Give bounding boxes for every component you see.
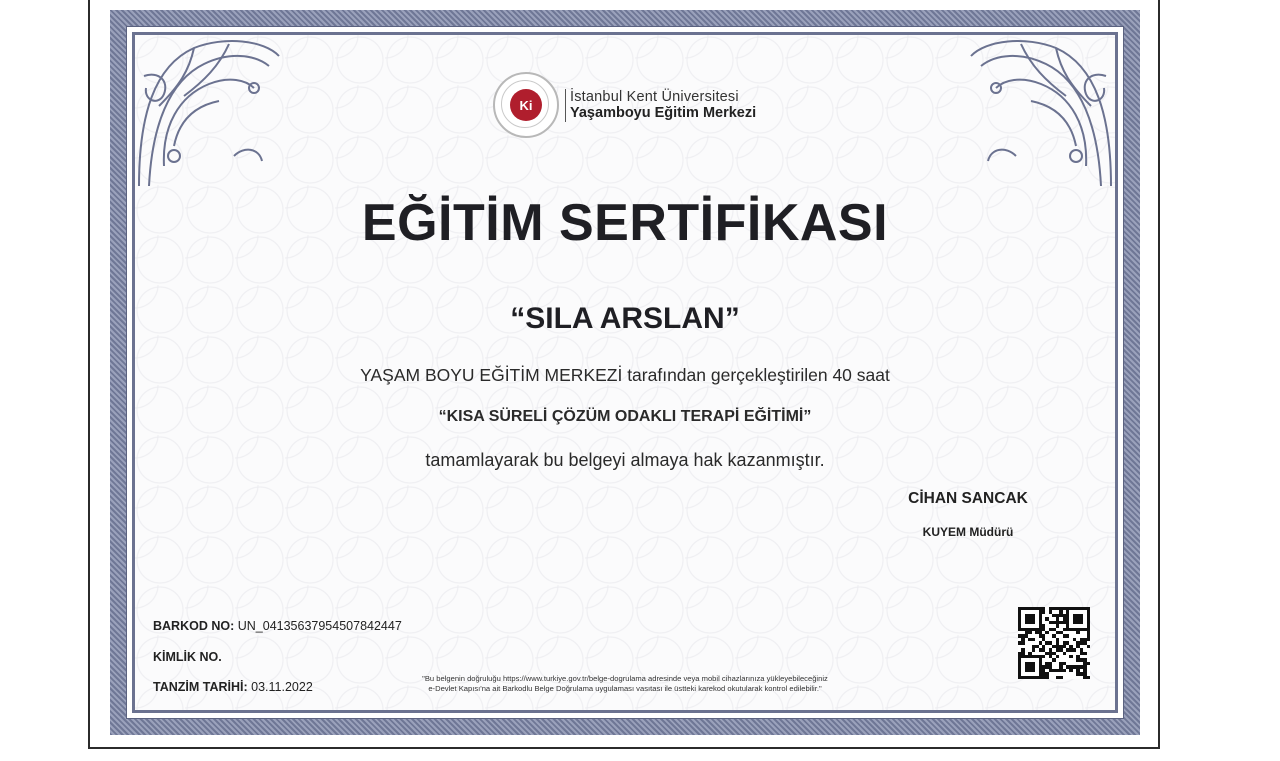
- certificate: [110, 10, 1140, 735]
- floral-corner-right-icon: [966, 36, 1116, 196]
- barcode-info: [153, 619, 402, 633]
- certificate-statement: YAŞAM BOYU EĞİTİM MERKEZİ tarafından gerçekleştirilen 40 saat: [360, 365, 890, 385]
- issue-date-label: TANZİM TARİHİ:: [153, 680, 248, 694]
- signer-name: CİHAN SANCAK: [908, 490, 1028, 507]
- floral-corner-left-icon: [134, 36, 284, 196]
- university-seal-icon: [493, 72, 559, 138]
- certificate-title: EĞİTİM SERTİFİKASI: [361, 194, 889, 252]
- course-name: “KISA SÜRELİ ÇÖZÜM ODAKLI TERAPİ EĞİTİMİ”: [438, 408, 812, 425]
- center-name: Yaşamboyu Eğitim Merkezi: [570, 104, 757, 121]
- id-label: KİMLİK NO.: [153, 650, 222, 664]
- qr-module: [1087, 676, 1090, 679]
- barcode-label: BARKOD NO:: [153, 619, 235, 633]
- verification-note: [360, 674, 890, 694]
- seal-mark: Ki: [510, 89, 542, 121]
- issue-date-value: 03.11.2022: [251, 680, 313, 694]
- institution-logo: [493, 72, 756, 138]
- verification-line-1: "Bu belgenin doğruluğu https://www.turkiye.gov.tr/belge-dogrulama adresinde veya mobil cihazlarınıza yükleyebileceğiniz: [422, 674, 828, 683]
- verification-line-2: e-Devlet Kapısı'na ait Barkodlu Belge Doğrulama uygulaması vasıtası ile üstteki karekod okutularak kontrol edilebilir.": [428, 684, 822, 693]
- signer-title: KUYEM Müdürü: [922, 525, 1014, 539]
- recipient-name: “SILA ARSLAN”: [510, 302, 740, 335]
- barcode-value: UN_04135637954507842447: [237, 619, 402, 633]
- certificate-completion-text: tamamlayarak bu belgeyi almaya hak kazanmıştır.: [425, 450, 825, 470]
- issue-date-info: [153, 680, 313, 694]
- id-info: [153, 650, 222, 664]
- university-name: İstanbul Kent Üniversitesi: [570, 88, 739, 105]
- qr-code-icon[interactable]: [1018, 607, 1090, 679]
- logo-text: [565, 89, 756, 122]
